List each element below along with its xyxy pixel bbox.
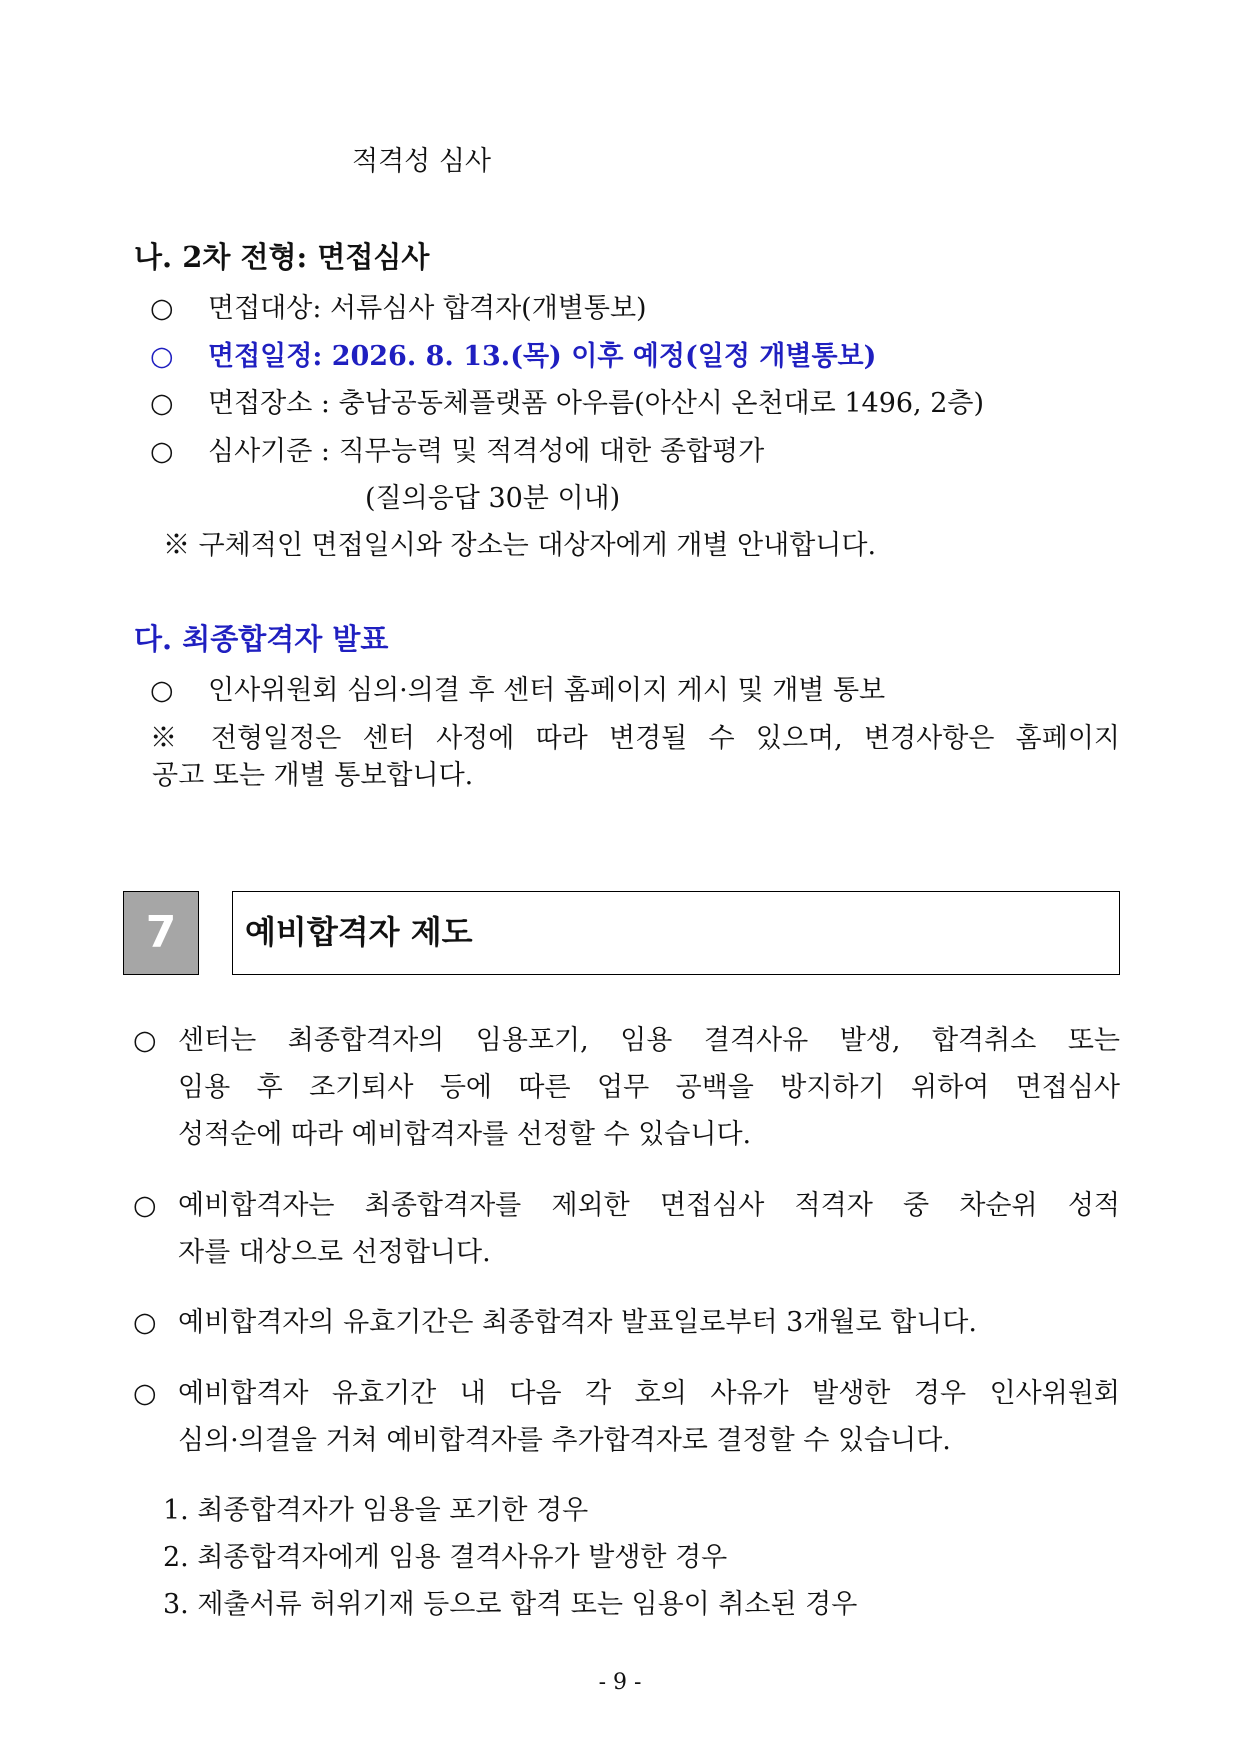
s7-p1-line1: 센터는 최종합격자의 임용포기, 임용 결격사유 발생, 합격취소 또는 bbox=[178, 1025, 1120, 1056]
s7-p4-line2: 심의·의결을 거쳐 예비합격자를 추가합격자로 결정할 수 있습니다. bbox=[178, 1425, 951, 1456]
s7-p3-line1: 예비합격자의 유효기간은 최종합격자 발표일로부터 3개월로 합니다. bbox=[178, 1307, 977, 1338]
numbered-item-3: 3. 제출서류 허위기재 등으로 합격 또는 임용이 취소된 경우 bbox=[163, 1589, 858, 1620]
s7-bullet-1: ○ bbox=[133, 1025, 157, 1056]
na-note: ※ 구체적인 면접일시와 장소는 대상자에게 개별 안내합니다. bbox=[163, 530, 877, 561]
page-number: - 9 - bbox=[598, 1670, 642, 1695]
section-da-heading: 다. 최종합격자 발표 bbox=[134, 622, 389, 656]
section-na-heading: 나. 2차 전형: 면접심사 bbox=[134, 240, 430, 274]
na-item-2: 면접일정: 2026. 8. 13.(목) 이후 예정(일정 개별통보) bbox=[208, 341, 877, 372]
na-item-1: 면접대상: 서류심사 합격자(개별통보) bbox=[208, 293, 647, 324]
da-item: 인사위원회 심의·의결 후 센터 홈페이지 게시 및 개별 통보 bbox=[208, 675, 886, 706]
s7-bullet-4: ○ bbox=[133, 1378, 157, 1409]
s7-p2-line1: 예비합격자는 최종합격자를 제외한 면접심사 적격자 중 차순위 성적 bbox=[178, 1190, 1120, 1221]
section-title-box: 예비합격자 제도 bbox=[232, 891, 1120, 975]
na-bullet-2: ○ bbox=[150, 341, 174, 372]
numbered-item-1: 1. 최종합격자가 임용을 포기한 경우 bbox=[163, 1495, 589, 1526]
na-item-4: 심사기준 : 직무능력 및 적격성에 대한 종합평가 bbox=[208, 436, 765, 467]
s7-p1-line3: 성적순에 따라 예비합격자를 선정할 수 있습니다. bbox=[178, 1119, 752, 1150]
da-bullet: ○ bbox=[150, 675, 174, 706]
s7-p1-line2: 임용 후 조기퇴사 등에 따른 업무 공백을 방지하기 위하여 면접심사 bbox=[178, 1072, 1120, 1103]
na-item-3: 면접장소 : 충남공동체플랫폼 아우름(아산시 온천대로 1496, 2층) bbox=[208, 388, 985, 419]
top-line: 적격성 심사 bbox=[352, 146, 491, 177]
na-bullet-4: ○ bbox=[150, 436, 174, 467]
s7-p2-line2: 자를 대상으로 선정합니다. bbox=[178, 1237, 491, 1268]
section-number-box: 7 bbox=[123, 891, 199, 975]
numbered-item-2: 2. 최종합격자에게 임용 결격사유가 발생한 경우 bbox=[163, 1542, 728, 1573]
da-note-line1: ※ 전형일정은 센터 사정에 따라 변경될 수 있으며, 변경사항은 홈페이지 bbox=[150, 723, 1120, 754]
s7-bullet-2: ○ bbox=[133, 1190, 157, 1221]
s7-p4-line1: 예비합격자 유효기간 내 다음 각 호의 사유가 발생한 경우 인사위원회 bbox=[178, 1378, 1120, 1409]
na-bullet-3: ○ bbox=[150, 388, 174, 419]
da-note-line2: 공고 또는 개별 통보합니다. bbox=[152, 760, 474, 791]
na-bullet-1: ○ bbox=[150, 293, 174, 324]
criteria-continuation: (질의응답 30분 이내) bbox=[365, 483, 621, 514]
s7-bullet-3: ○ bbox=[133, 1307, 157, 1338]
